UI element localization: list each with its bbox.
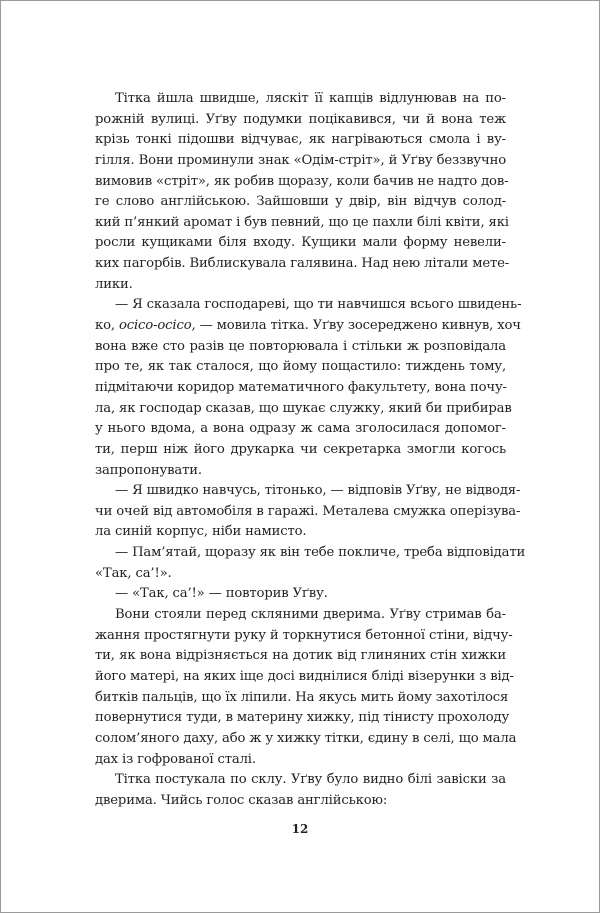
text-line: Тітка йшла швидше, ляскіт її капців відлунював на по- — [115, 91, 506, 106]
text-line: лики. — [95, 276, 133, 292]
text-line: вона вже сто разів це повторювала і стільки ж розповідала — [95, 338, 506, 354]
text-line: ге слово англійською. Зайшовши у двір, він відчув солод- — [95, 194, 506, 210]
text-line: у нього вдома, а вона одразу ж сама зголосилася допомог- — [95, 421, 506, 437]
paragraph — [95, 481, 521, 543]
text-line: — Пам’ятай, щоразу як він тебе покличе, треба відповідати — [115, 545, 526, 561]
text-line: — Я швидко навчусь, тітонько, — відповів Уґву, не відводя- — [115, 483, 521, 499]
text-line: — «Так, са’!» — повторив Уґву. — [115, 586, 328, 602]
paragraph — [95, 584, 506, 605]
text-line: запропонувати. — [95, 462, 202, 478]
text-line: повернутися туди, в материну хижку, під тінисту прохолоду — [95, 710, 510, 726]
text-line: росли кущиками біля входу. Кущики мали форму невели- — [95, 235, 506, 251]
text-line: Вони стояли перед скляними дверима. Уґву стримав ба- — [115, 607, 506, 623]
paragraph — [95, 605, 517, 770]
book-text — [95, 89, 526, 811]
text-line: його матері, на яких іще досі виднілися бліді візерунки з від- — [95, 668, 514, 684]
text-line: Тітка постукала по склу. Уґву було видно білі завіски за — [115, 772, 506, 788]
text-line: ла, як господар сказав, що шукає служку, який би прибирав — [95, 400, 512, 416]
text-line: підмітаючи коридор математичного факультету, вона почу- — [95, 379, 507, 395]
text-line: вимовив «стріт», як робив щоразу, коли бачив не надто дов- — [95, 173, 509, 189]
paragraph — [95, 543, 526, 584]
page-number: 12 — [291, 822, 309, 836]
text-line: гілля. Вони проминули знак «Одім-стріт», й Уґву беззвучно — [95, 152, 506, 168]
text-line: ких пагорбів. Виблискувала галявина. Над нею літали мете- — [95, 256, 510, 272]
paragraph — [95, 770, 506, 811]
text-line: про те, як так сталося, що йому пощастило: тиждень тому, — [95, 359, 506, 375]
text-line: жання простягнути руку й торкнутися бетонної стіни, відчу- — [95, 627, 513, 643]
text-line: ти, перш ніж його друкарка чи секретарка змогли когось — [95, 441, 506, 457]
text-line: крізь тонкі підошви відчуває, як нагріваються смола і ву- — [95, 132, 506, 148]
text-line: чи очей від автомобіля в гаражі. Металева смужка оперізува- — [95, 503, 521, 519]
text-line: ла синій корпус, ніби намисто. — [95, 524, 307, 540]
text-line: кий п’янкий аромат і був певний, що це пахли білі квіти, які — [95, 214, 509, 230]
paragraph — [95, 89, 510, 295]
text-line: битків пальців, що їх ліпили. На якусь мить йому захотілося — [95, 689, 509, 705]
text-line: ти, як вона відрізняється на дотик від глиняних стін хижки — [95, 648, 506, 664]
text-line: — Я сказала господареві, що ти навчишся всього швидень- — [115, 297, 522, 313]
paragraph — [95, 295, 522, 481]
text-line: солом’яного даху, або ж у хижку тітки, єдину в селі, що мала — [95, 730, 517, 746]
text-line: ко, осісо-осісо, — мовила тітка. Уґву зосереджено кивнув, хоч — [95, 318, 521, 334]
text-line: рожній вулиці. Уґву подумки поцікавився, чи й вона теж — [95, 111, 506, 127]
text-line: дверима. Чийсь голос сказав англійською: — [95, 792, 388, 808]
text-line: «Так, са’!». — [95, 565, 172, 581]
text-line: дах із гофрованої сталі. — [95, 751, 256, 767]
